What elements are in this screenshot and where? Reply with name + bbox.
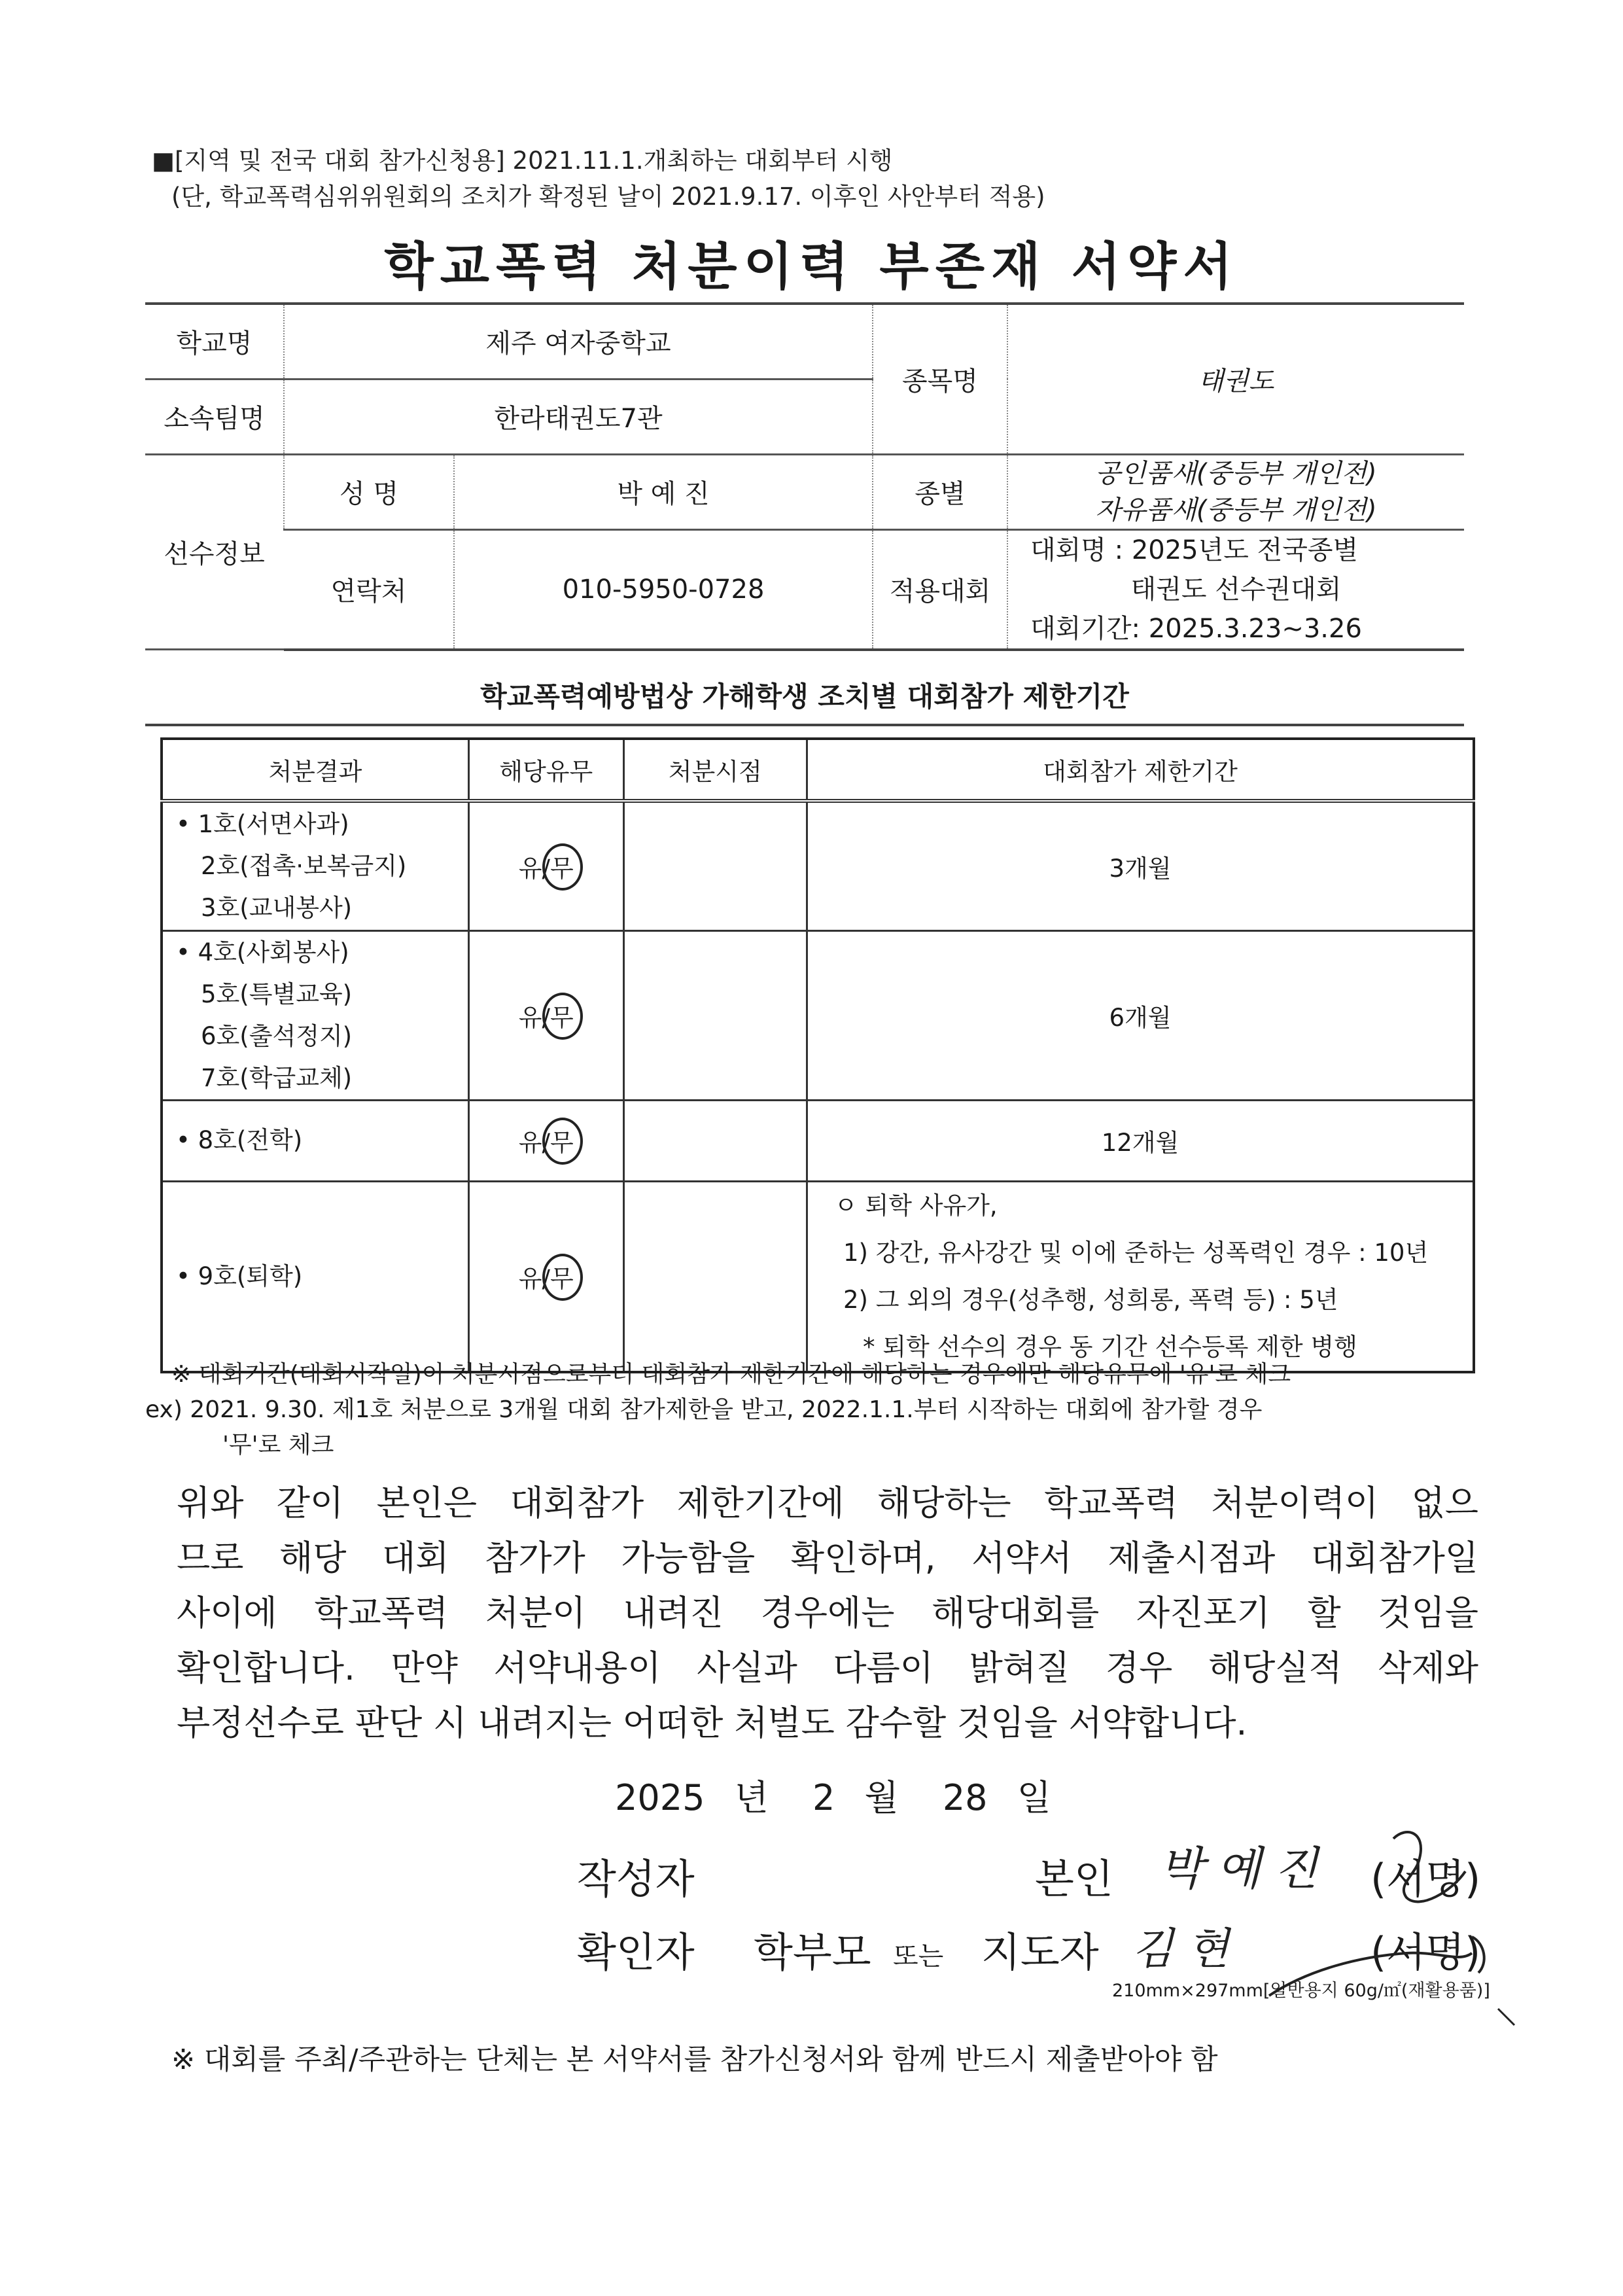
category-value bbox=[1007, 454, 1464, 529]
level-item: • 8호(전학) bbox=[176, 1126, 303, 1154]
category-line-1: 공인품새(중등부 개인전) bbox=[1095, 458, 1377, 489]
footnote-3: '무'로 체크 bbox=[222, 1432, 334, 1458]
notice-line-1: ■[지역 및 전국 대회 참가신청용] 2021.11.1.개최하는 대회부터 시행 bbox=[152, 147, 893, 175]
pledge-line: 위와 같이 본인은 대회참가 제한기간에 해당하는 학교폭력 처분이력이 없으 bbox=[177, 1483, 1478, 1523]
writer-label: 작성자 bbox=[577, 1855, 695, 1903]
name-label: 성 명 bbox=[284, 454, 454, 529]
timing-cell bbox=[623, 1100, 807, 1181]
coach-sign-mark: (서명) bbox=[1370, 1928, 1481, 1976]
date-day-unit: 일 bbox=[1017, 1777, 1051, 1818]
discipline-levels bbox=[162, 1181, 468, 1372]
date-month-unit: 월 bbox=[864, 1777, 899, 1818]
competition-period: 대회기간: 2025.3.23~3.26 bbox=[1030, 613, 1362, 644]
competition-name-line-2: 태권도 선수권대회 bbox=[1130, 574, 1342, 605]
expulsion-period bbox=[807, 1181, 1474, 1372]
category-line-2: 자유품새(중등부 개인전) bbox=[1095, 495, 1377, 525]
expulsion-line: 1) 강간, 유사강간 및 이에 준하는 성폭력인 경우 : 10년 bbox=[843, 1238, 1429, 1267]
expulsion-line: ㅇ 퇴학 사유가, bbox=[833, 1191, 998, 1220]
player-info-label: 선수정보 bbox=[145, 454, 284, 650]
pledge-line: 확인합니다. 만약 서약내용이 사실과 다름이 밝혀질 경우 해당실적 삭제와 bbox=[177, 1648, 1478, 1688]
level-item: 3호(교내봉사) bbox=[201, 893, 353, 922]
restriction-period: 12개월 bbox=[807, 1100, 1474, 1181]
header-timing: 처분시점 bbox=[623, 739, 807, 801]
header-result: 처분결과 bbox=[162, 739, 468, 801]
selection-circle bbox=[542, 1118, 583, 1165]
date-year-unit: 년 bbox=[734, 1777, 769, 1818]
selection-circle bbox=[542, 993, 583, 1040]
date-month: 2 bbox=[812, 1777, 835, 1818]
competition-value bbox=[1007, 529, 1464, 650]
applicable-check: 유/무 bbox=[468, 930, 623, 1100]
footnote-1: ※ 대회기간(대회시작일)이 처분시점으로부터 대회참가 제한기간에 해당하는 경우에만 해당유무에 '유'로 체크 bbox=[171, 1361, 1291, 1388]
level-item: • 1호(서면사과) bbox=[176, 809, 349, 838]
self-label: 본인 bbox=[1035, 1855, 1113, 1903]
contact-label: 연락처 bbox=[284, 529, 454, 650]
restriction-period: 3개월 bbox=[807, 801, 1474, 930]
submission-note: ※ 대회를 주최/주관하는 단체는 본 서약서를 참가신청서와 함께 반드시 제출받아야 함 bbox=[171, 2043, 1218, 2076]
selection-circle bbox=[542, 1254, 583, 1301]
applicable-check: 유/무 bbox=[468, 801, 623, 930]
table-row bbox=[162, 801, 1474, 930]
level-item: 2호(접촉·보복금지) bbox=[201, 851, 407, 880]
team-label: 소속팀명 bbox=[145, 379, 284, 454]
competition-name-line-1: 대회명 : 2025년도 전국종별 bbox=[1030, 535, 1359, 565]
discipline-table bbox=[160, 737, 1475, 1373]
signed-date bbox=[615, 1770, 1051, 1820]
pledge-text bbox=[177, 1476, 1478, 1751]
level-item: • 4호(사회봉사) bbox=[176, 938, 349, 966]
competition-label: 적용대회 bbox=[873, 529, 1007, 650]
or-label: 또는 bbox=[893, 1941, 944, 1971]
contact-value: 010-5950-0728 bbox=[454, 529, 873, 650]
confirmer-label: 확인자 bbox=[577, 1928, 695, 1976]
table-row bbox=[162, 1100, 1474, 1181]
discipline-levels bbox=[162, 801, 468, 930]
level-item: 5호(특별교육) bbox=[201, 980, 353, 1008]
selection-circle bbox=[542, 843, 583, 891]
team-value: 한라태권도7관 bbox=[284, 379, 873, 454]
applicable-check: 유/무 bbox=[468, 1100, 623, 1181]
timing-cell bbox=[623, 1181, 807, 1372]
timing-cell bbox=[623, 930, 807, 1100]
header-applicable: 해당유무 bbox=[468, 739, 623, 801]
expulsion-line: 2) 그 외의 경우(성추행, 성희롱, 폭력 등) : 5년 bbox=[843, 1285, 1338, 1314]
table-row bbox=[162, 1181, 1474, 1372]
header-period: 대회참가 제한기간 bbox=[807, 739, 1474, 801]
page-title: 학교폭력 처분이력 부존재 서약서 bbox=[384, 238, 1239, 296]
name-value: 박 예 진 bbox=[454, 454, 873, 529]
notice-line-2: (단, 학교폭력심위위원회의 조치가 확정된 날이 2021.9.17. 이후인 사안부터 적용) bbox=[171, 183, 1045, 211]
table-row bbox=[162, 930, 1474, 1100]
level-item: • 9호(퇴학) bbox=[176, 1262, 303, 1290]
level-item: 6호(출석정지) bbox=[201, 1021, 353, 1050]
applicable-check: 유/무 bbox=[468, 1181, 623, 1372]
self-sign-mark: (서명) bbox=[1370, 1855, 1481, 1903]
coach-label: 지도자 bbox=[981, 1928, 1099, 1976]
coach-signature-handwriting: 김 현 bbox=[1132, 1924, 1229, 1974]
school-label: 학교명 bbox=[145, 304, 284, 379]
category-label: 종별 bbox=[873, 454, 1007, 529]
date-year: 2025 bbox=[615, 1777, 705, 1818]
expulsion-line: * 퇴학 선수의 경우 동 기간 선수등록 제한 병행 bbox=[862, 1332, 1357, 1361]
pledge-line: 부정선수로 판단 시 내려지는 어떠한 처벌도 감수할 것임을 서약합니다. bbox=[177, 1703, 1248, 1743]
pledge-line: 사이에 학교폭력 처분이 내려진 경우에는 해당대회를 자진포기 할 것임을 bbox=[177, 1593, 1478, 1633]
applicant-info-table bbox=[145, 302, 1464, 651]
discipline-levels bbox=[162, 1100, 468, 1181]
sport-label: 종목명 bbox=[873, 304, 1007, 454]
level-item: 7호(학급교체) bbox=[201, 1063, 353, 1092]
paper-spec: 210mm×297mm[일반용지 60g/㎡(재활용품)] bbox=[1112, 1981, 1490, 2001]
date-day: 28 bbox=[942, 1777, 988, 1818]
parent-label: 학부모 bbox=[754, 1928, 871, 1976]
restriction-period: 6개월 bbox=[807, 930, 1474, 1100]
discipline-levels bbox=[162, 930, 468, 1100]
school-value: 제주 여자중학교 bbox=[284, 304, 873, 379]
footnote-2: ex) 2021. 9.30. 제1호 처분으로 3개월 대회 참가제한을 받고, 2022.1.1.부터 시작하는 대회에 참가할 경우 bbox=[145, 1396, 1263, 1423]
timing-cell bbox=[623, 801, 807, 930]
self-signature-handwriting: 박예진 bbox=[1159, 1842, 1331, 1896]
sport-value: 태권도 bbox=[1007, 304, 1464, 454]
restriction-subtitle: 학교폭력예방법상 가해학생 조치별 대회참가 제한기간 bbox=[145, 670, 1464, 726]
pledge-line: 므로 해당 대회 참가가 가능함을 확인하며, 서약서 제출시점과 대회참가일 bbox=[177, 1538, 1478, 1578]
